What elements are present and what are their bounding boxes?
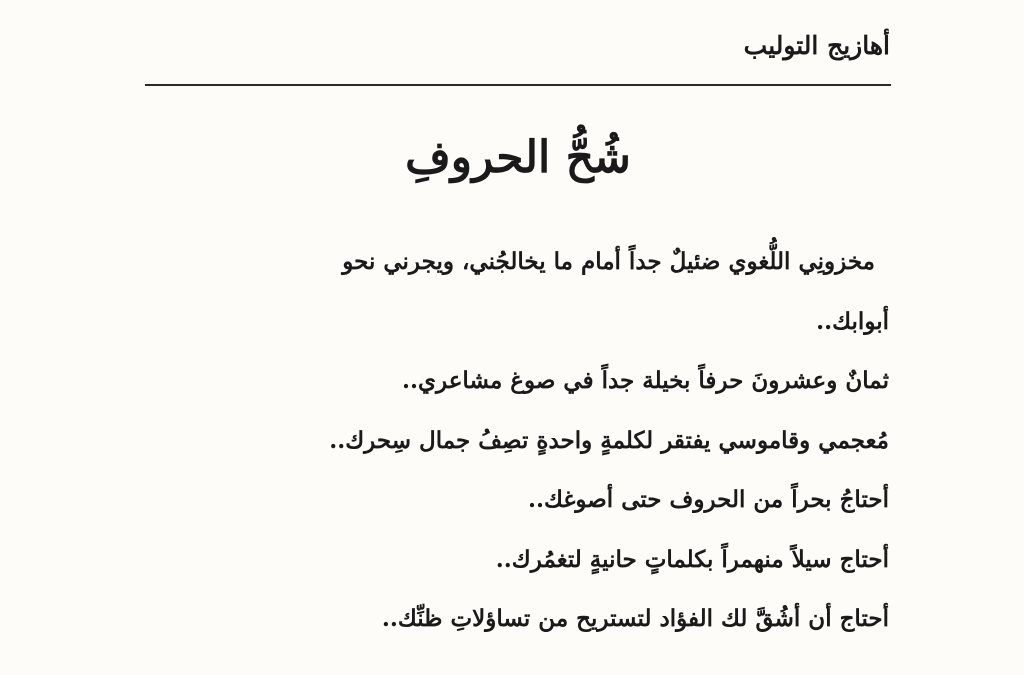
poem-line: أحتاج أن أشُقَّ لك الفؤاد لتستريح من تساؤلاتِ ظنِّك.. [381, 605, 889, 632]
poem-line: أحتاج سيلاً منهمراً بكلماتٍ حانيةٍ لتغمُرك.. [495, 545, 889, 573]
poem-line: مخزونِي اللُّغوي ضئيلٌ جداً أمام ما يخالجُني، ويجرني نحو [342, 248, 875, 275]
poem-body [229, 232, 889, 649]
poem-line: ثمانٌ وعشرونَ حرفاً بخيلة جداً في صوغ مشاعري.. [402, 367, 889, 394]
poem-line: مُعجمي وقاموسي يفتقر لكلمةٍ واحدةٍ تصِفُ جمال سِحرك.. [329, 426, 889, 454]
poem-title: شُحُّ الحروفِ [405, 132, 631, 183]
header-divider [145, 84, 891, 86]
running-header: أهازيج التوليب [743, 31, 890, 60]
poem-line: أبوابك.. [816, 307, 889, 335]
poem-line: أحتاجُ بحراً من الحروف حتى أصوغك.. [527, 486, 889, 513]
